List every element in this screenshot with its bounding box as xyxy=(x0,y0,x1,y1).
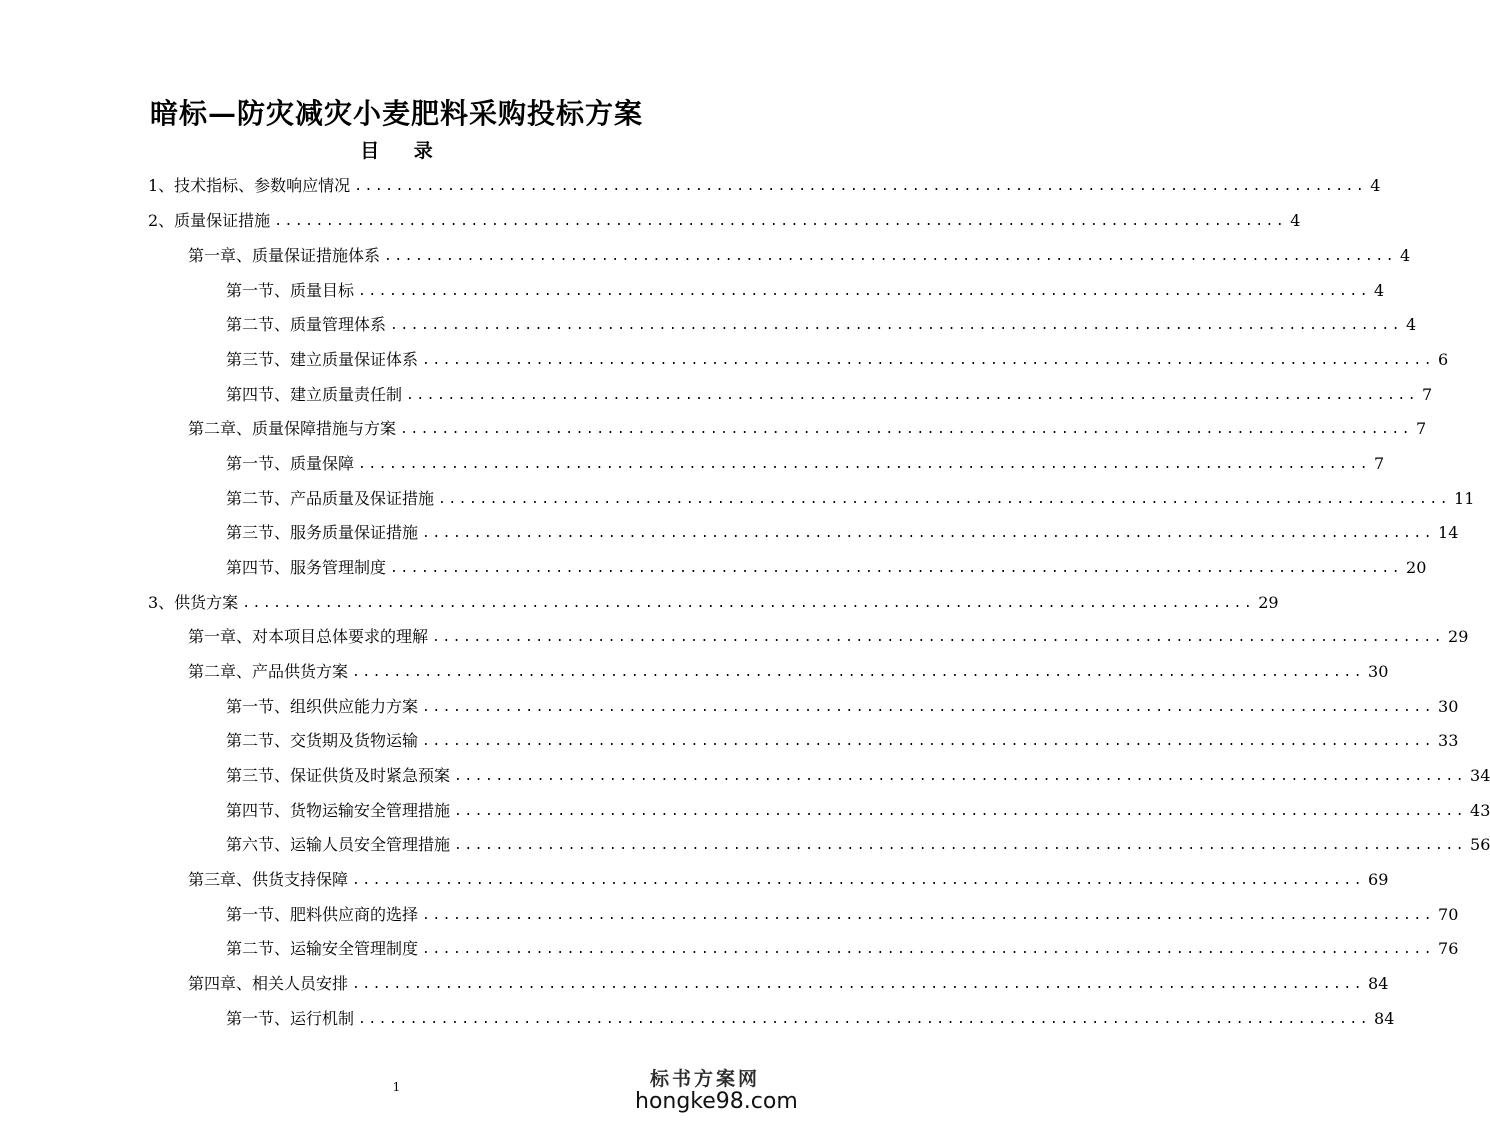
toc-entry-label: 第三节、保证供货及时紧急预案 xyxy=(226,766,451,785)
watermark-title: 标书方案网 xyxy=(649,1068,760,1090)
toc-entry-page: 7 xyxy=(1422,385,1433,404)
toc-entry-label: 2、质量保证措施 xyxy=(148,211,271,230)
toc-leader-dots: .................................................................................................. xyxy=(390,318,1403,333)
toc-entry-label: 第一节、质量保障 xyxy=(226,454,355,473)
toc-entry[interactable] xyxy=(188,972,1389,996)
toc-leader-dots: .................................................................................................. xyxy=(358,1012,1371,1027)
toc-entry-page: 30 xyxy=(1368,662,1389,681)
toc-leader-dots: .................................................................................................. xyxy=(390,561,1403,576)
toc-entry-page: 30 xyxy=(1438,697,1459,716)
toc-leader-dots: .................................................................................................. xyxy=(422,353,1435,368)
toc-entry[interactable] xyxy=(188,625,1469,649)
toc-entry-label: 第四章、相关人员安排 xyxy=(188,974,349,993)
toc-entry[interactable] xyxy=(188,417,1427,441)
toc-leader-dots: .................................................................................................. xyxy=(454,769,1467,784)
toc-leader-dots: .................................................................................................. xyxy=(406,388,1419,403)
toc-entry-label: 第二节、质量管理体系 xyxy=(226,315,387,334)
toc-leader-dots: .................................................................................................. xyxy=(454,838,1467,853)
toc-entry-page: 14 xyxy=(1438,523,1459,542)
toc-entry-page: 69 xyxy=(1368,870,1389,889)
toc-entry[interactable] xyxy=(226,556,1427,580)
toc-entry-page: 7 xyxy=(1374,454,1385,473)
toc-leader-dots: .................................................................................................. xyxy=(422,700,1435,715)
toc-entry-label: 3、供货方案 xyxy=(148,593,239,612)
toc-entry[interactable] xyxy=(188,244,1411,268)
toc-entry[interactable] xyxy=(226,383,1433,407)
toc-entry-page: 4 xyxy=(1400,246,1411,265)
toc-entry-label: 第一章、质量保证措施体系 xyxy=(188,246,381,265)
toc-entry[interactable] xyxy=(226,313,1417,337)
toc-leader-dots: .................................................................................................. xyxy=(422,908,1435,923)
toc-entry-label: 第一节、肥料供应商的选择 xyxy=(226,905,419,924)
toc-leader-dots: .................................................................................................. xyxy=(358,284,1371,299)
toc-entry-page: 11 xyxy=(1454,489,1475,508)
toc-entry[interactable] xyxy=(226,937,1459,961)
toc-entry-label: 第六节、运输人员安全管理措施 xyxy=(226,835,451,854)
toc-leader-dots: .................................................................................................. xyxy=(432,630,1445,645)
toc-leader-dots: .................................................................................................. xyxy=(352,873,1365,888)
toc-leader-dots: .................................................................................................. xyxy=(422,734,1435,749)
toc-entry-page: 4 xyxy=(1370,176,1381,195)
toc-entry[interactable] xyxy=(226,729,1459,753)
toc-entry-label: 第四节、货物运输安全管理措施 xyxy=(226,801,451,820)
page-title: 暗标—防灾减灾小麦肥料采购投标方案 xyxy=(149,97,643,130)
toc-leader-dots: .................................................................................................. xyxy=(454,804,1467,819)
toc-entry-label: 第二章、质量保障措施与方案 xyxy=(188,419,397,438)
toc-entry-page: 84 xyxy=(1374,1009,1395,1028)
toc-entry-label: 第二节、交货期及货物运输 xyxy=(226,731,419,750)
toc-leader-dots: .................................................................................................. xyxy=(242,596,1255,611)
toc-entry-label: 第一节、运行机制 xyxy=(226,1009,355,1028)
toc-entry[interactable] xyxy=(226,348,1449,372)
toc-entry-label: 第二章、产品供货方案 xyxy=(188,662,349,681)
watermark-url: hongke98.com xyxy=(635,1089,798,1114)
toc-entry[interactable] xyxy=(226,799,1490,823)
toc-leader-dots: .................................................................................................. xyxy=(438,492,1451,507)
toc-entry-page: 43 xyxy=(1470,801,1490,820)
toc-entry-label: 第一章、对本项目总体要求的理解 xyxy=(188,627,429,646)
toc-entry[interactable] xyxy=(226,764,1490,788)
toc-entry-page: 20 xyxy=(1406,558,1427,577)
toc-entry-page: 29 xyxy=(1258,593,1279,612)
toc-entry[interactable] xyxy=(148,174,1381,198)
toc-entry-label: 第四节、建立质量责任制 xyxy=(226,385,403,404)
toc-leader-dots: .................................................................................................. xyxy=(354,179,1367,194)
toc-entry-page: 4 xyxy=(1290,211,1301,230)
toc-entry[interactable] xyxy=(188,660,1389,684)
toc-heading: 目 录 xyxy=(360,140,447,162)
toc-entry[interactable] xyxy=(226,833,1490,857)
toc-entry-label: 1、技术指标、参数响应情况 xyxy=(148,176,351,195)
toc-entry-label: 第二节、运输安全管理制度 xyxy=(226,939,419,958)
toc-entry-page: 76 xyxy=(1438,939,1459,958)
toc-leader-dots: .................................................................................................. xyxy=(352,977,1365,992)
toc-entry-page: 70 xyxy=(1438,905,1459,924)
toc-entry-label: 第二节、产品质量及保证措施 xyxy=(226,489,435,508)
toc-entry-label: 第四节、服务管理制度 xyxy=(226,558,387,577)
toc-entry-page: 4 xyxy=(1406,315,1417,334)
toc-leader-dots: .................................................................................................. xyxy=(422,942,1435,957)
toc-entry[interactable] xyxy=(226,279,1385,303)
toc-entry[interactable] xyxy=(148,209,1301,233)
toc-entry[interactable] xyxy=(226,1007,1395,1031)
toc-entry-label: 第三节、服务质量保证措施 xyxy=(226,523,419,542)
toc-entry-page: 6 xyxy=(1438,350,1449,369)
toc-leader-dots: .................................................................................................. xyxy=(400,422,1413,437)
toc-entry[interactable] xyxy=(226,903,1459,927)
toc-entry-label: 第三章、供货支持保障 xyxy=(188,870,349,889)
toc-leader-dots: .................................................................................................. xyxy=(352,665,1365,680)
toc-entry[interactable] xyxy=(226,452,1385,476)
toc-entry-label: 第三节、建立质量保证体系 xyxy=(226,350,419,369)
toc-entry[interactable] xyxy=(226,695,1459,719)
toc-leader-dots: .................................................................................................. xyxy=(358,457,1371,472)
toc-entry[interactable] xyxy=(148,591,1279,615)
toc-entry-page: 33 xyxy=(1438,731,1459,750)
toc-entry-page: 56 xyxy=(1470,835,1490,854)
toc-entry-page: 29 xyxy=(1448,627,1469,646)
toc-entry-page: 84 xyxy=(1368,974,1389,993)
toc-entry[interactable] xyxy=(226,521,1459,545)
watermark-logo xyxy=(635,1064,798,1114)
toc-entry-page: 34 xyxy=(1470,766,1490,785)
page-number: 1 xyxy=(392,1080,401,1094)
toc-entry[interactable] xyxy=(226,487,1475,511)
toc-entry-page: 4 xyxy=(1374,281,1385,300)
toc-leader-dots: .................................................................................................. xyxy=(422,526,1435,541)
toc-entry-page: 7 xyxy=(1416,419,1427,438)
toc-entry-label: 第一节、组织供应能力方案 xyxy=(226,697,419,716)
toc-leader-dots: .................................................................................................. xyxy=(274,214,1287,229)
toc-leader-dots: .................................................................................................. xyxy=(384,249,1397,264)
toc-entry-label: 第一节、质量目标 xyxy=(226,281,355,300)
toc-entry[interactable] xyxy=(188,868,1389,892)
